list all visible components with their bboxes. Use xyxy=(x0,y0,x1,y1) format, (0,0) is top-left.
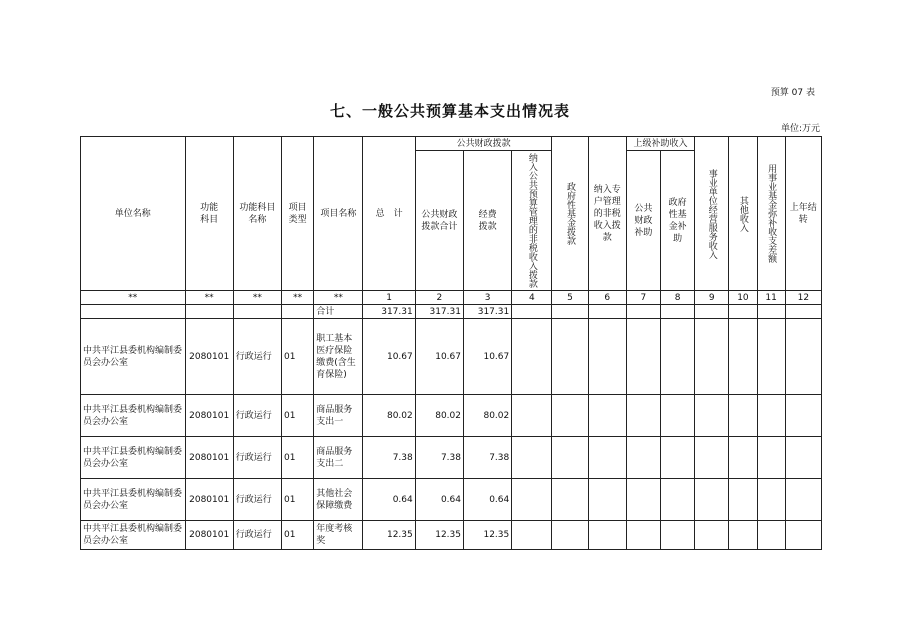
operating-cell: 7.38 xyxy=(463,437,511,479)
index-cell: 12 xyxy=(785,291,821,305)
col-carryover xyxy=(785,137,821,291)
index-cell: 7 xyxy=(626,291,660,305)
item-type-cell: 01 xyxy=(282,479,314,521)
total-cell: 0.64 xyxy=(363,479,415,521)
unit-name-cell: 中共平江县委机构编制委员会办公室 xyxy=(81,319,186,395)
table-row xyxy=(81,319,822,395)
col-special-nontax xyxy=(588,137,626,291)
item-name-cell: 商品服务支出二 xyxy=(314,437,363,479)
col-item-type xyxy=(282,137,314,291)
col-other xyxy=(729,137,757,291)
col-business xyxy=(695,137,729,291)
total-operating: 317.31 xyxy=(463,305,511,319)
col-carryover-label: 上年结转 xyxy=(789,202,817,225)
func-code-cell: 2080101 xyxy=(185,479,233,521)
total-cell: 10.67 xyxy=(363,319,415,395)
total-row xyxy=(81,305,822,319)
index-row xyxy=(81,291,822,305)
col-gov-fund xyxy=(552,137,588,291)
total-public-subtotal: 317.31 xyxy=(415,305,463,319)
func-name-cell: 行政运行 xyxy=(233,319,281,395)
public-subtotal-cell: 10.67 xyxy=(415,319,463,395)
col-sup-public-label: 公共财政补助 xyxy=(634,203,653,238)
table-row xyxy=(81,479,822,521)
index-cell: 9 xyxy=(695,291,729,305)
total-cell: 80.02 xyxy=(363,395,415,437)
func-code-cell: 2080101 xyxy=(185,437,233,479)
total-label: 合计 xyxy=(314,305,363,319)
index-cell: ** xyxy=(233,291,281,305)
unit-name-cell: 中共平江县委机构编制委员会办公室 xyxy=(81,521,186,550)
col-unit-name: 单位名称 xyxy=(81,137,186,291)
item-name-cell: 商品服务支出一 xyxy=(314,395,363,437)
table-row xyxy=(81,395,822,437)
index-cell: 2 xyxy=(415,291,463,305)
operating-cell: 0.64 xyxy=(463,479,511,521)
func-code-cell: 2080101 xyxy=(185,395,233,437)
func-code-cell: 2080101 xyxy=(185,319,233,395)
col-nontax xyxy=(512,151,552,291)
col-business-label: 事业单位经营服务收入 xyxy=(706,168,717,259)
col-sup-fund-label: 政府性基金补助 xyxy=(668,197,687,244)
index-cell: 5 xyxy=(552,291,588,305)
item-type-cell: 01 xyxy=(282,437,314,479)
col-operating xyxy=(463,151,511,291)
index-cell: ** xyxy=(81,291,186,305)
page-title: 七、一般公共预算基本支出情况表 xyxy=(329,102,570,120)
index-cell: 4 xyxy=(512,291,552,305)
index-cell: 1 xyxy=(363,291,415,305)
col-func-name-label: 功能科目名称 xyxy=(239,202,276,225)
col-special-nontax-label: 纳入专户管理的非税收入拨款 xyxy=(593,184,621,243)
total-cell: 12.35 xyxy=(363,521,415,550)
col-sup-fund xyxy=(661,151,695,291)
index-cell: 10 xyxy=(729,291,757,305)
table-row xyxy=(81,437,822,479)
col-nontax-label: 纳入公共预算管理的非税收入拨款 xyxy=(526,153,537,288)
public-subtotal-cell: 80.02 xyxy=(415,395,463,437)
item-name-cell: 其他社会保障缴费 xyxy=(314,479,363,521)
index-cell: 3 xyxy=(463,291,511,305)
col-sup-public xyxy=(626,151,660,291)
item-type-cell: 01 xyxy=(282,395,314,437)
col-group-public: 公共财政拨款 xyxy=(415,137,552,151)
unit-label: 单位:万元 xyxy=(780,124,820,134)
index-cell: ** xyxy=(314,291,363,305)
index-cell: 11 xyxy=(757,291,785,305)
operating-cell: 10.67 xyxy=(463,319,511,395)
col-func-code-label: 功能科目 xyxy=(200,202,219,225)
unit-name-cell: 中共平江县委机构编制委员会办公室 xyxy=(81,395,186,437)
col-public-subtotal-label: 公共财政拨款合计 xyxy=(421,209,458,232)
item-name-cell: 职工基本医疗保险缴费(含生育保险) xyxy=(314,319,363,395)
func-name-cell: 行政运行 xyxy=(233,437,281,479)
func-name-cell: 行政运行 xyxy=(233,395,281,437)
unit-name-cell: 中共平江县委机构编制委员会办公室 xyxy=(81,479,186,521)
index-cell: 8 xyxy=(661,291,695,305)
operating-cell: 12.35 xyxy=(463,521,511,550)
func-code-cell: 2080101 xyxy=(185,521,233,550)
col-item-name xyxy=(314,137,363,291)
col-other-label: 其他收入 xyxy=(737,195,748,232)
item-type-cell: 01 xyxy=(282,521,314,550)
col-item-name-label: 项目名称 xyxy=(320,208,357,219)
func-name-cell: 行政运行 xyxy=(233,479,281,521)
col-public-subtotal xyxy=(415,151,463,291)
col-operating-label: 经费拨款 xyxy=(478,209,497,232)
col-item-type-label: 项目类型 xyxy=(288,202,307,225)
index-cell: ** xyxy=(282,291,314,305)
unit-name-cell: 中共平江县委机构编制委员会办公室 xyxy=(81,437,186,479)
public-subtotal-cell: 0.64 xyxy=(415,479,463,521)
budget-table xyxy=(80,136,822,550)
col-group-superior: 上级补助收入 xyxy=(626,137,694,151)
public-subtotal-cell: 12.35 xyxy=(415,521,463,550)
table-code: 预算 07 表 xyxy=(770,88,815,98)
public-subtotal-cell: 7.38 xyxy=(415,437,463,479)
col-gov-fund-label: 政府性基金拨款 xyxy=(565,182,576,245)
col-balance-label: 用事业基金弥补收支差额 xyxy=(766,164,777,263)
item-type-cell: 01 xyxy=(282,319,314,395)
table-row xyxy=(81,521,822,550)
total-total: 317.31 xyxy=(363,305,415,319)
col-func-name xyxy=(233,137,281,291)
total-cell: 7.38 xyxy=(363,437,415,479)
index-cell: 6 xyxy=(588,291,626,305)
index-cell: ** xyxy=(185,291,233,305)
operating-cell: 80.02 xyxy=(463,395,511,437)
func-name-cell: 行政运行 xyxy=(233,521,281,550)
col-func-code xyxy=(185,137,233,291)
item-name-cell: 年度考核奖 xyxy=(314,521,363,550)
col-balance xyxy=(757,137,785,291)
col-total: 总 计 xyxy=(363,137,415,291)
